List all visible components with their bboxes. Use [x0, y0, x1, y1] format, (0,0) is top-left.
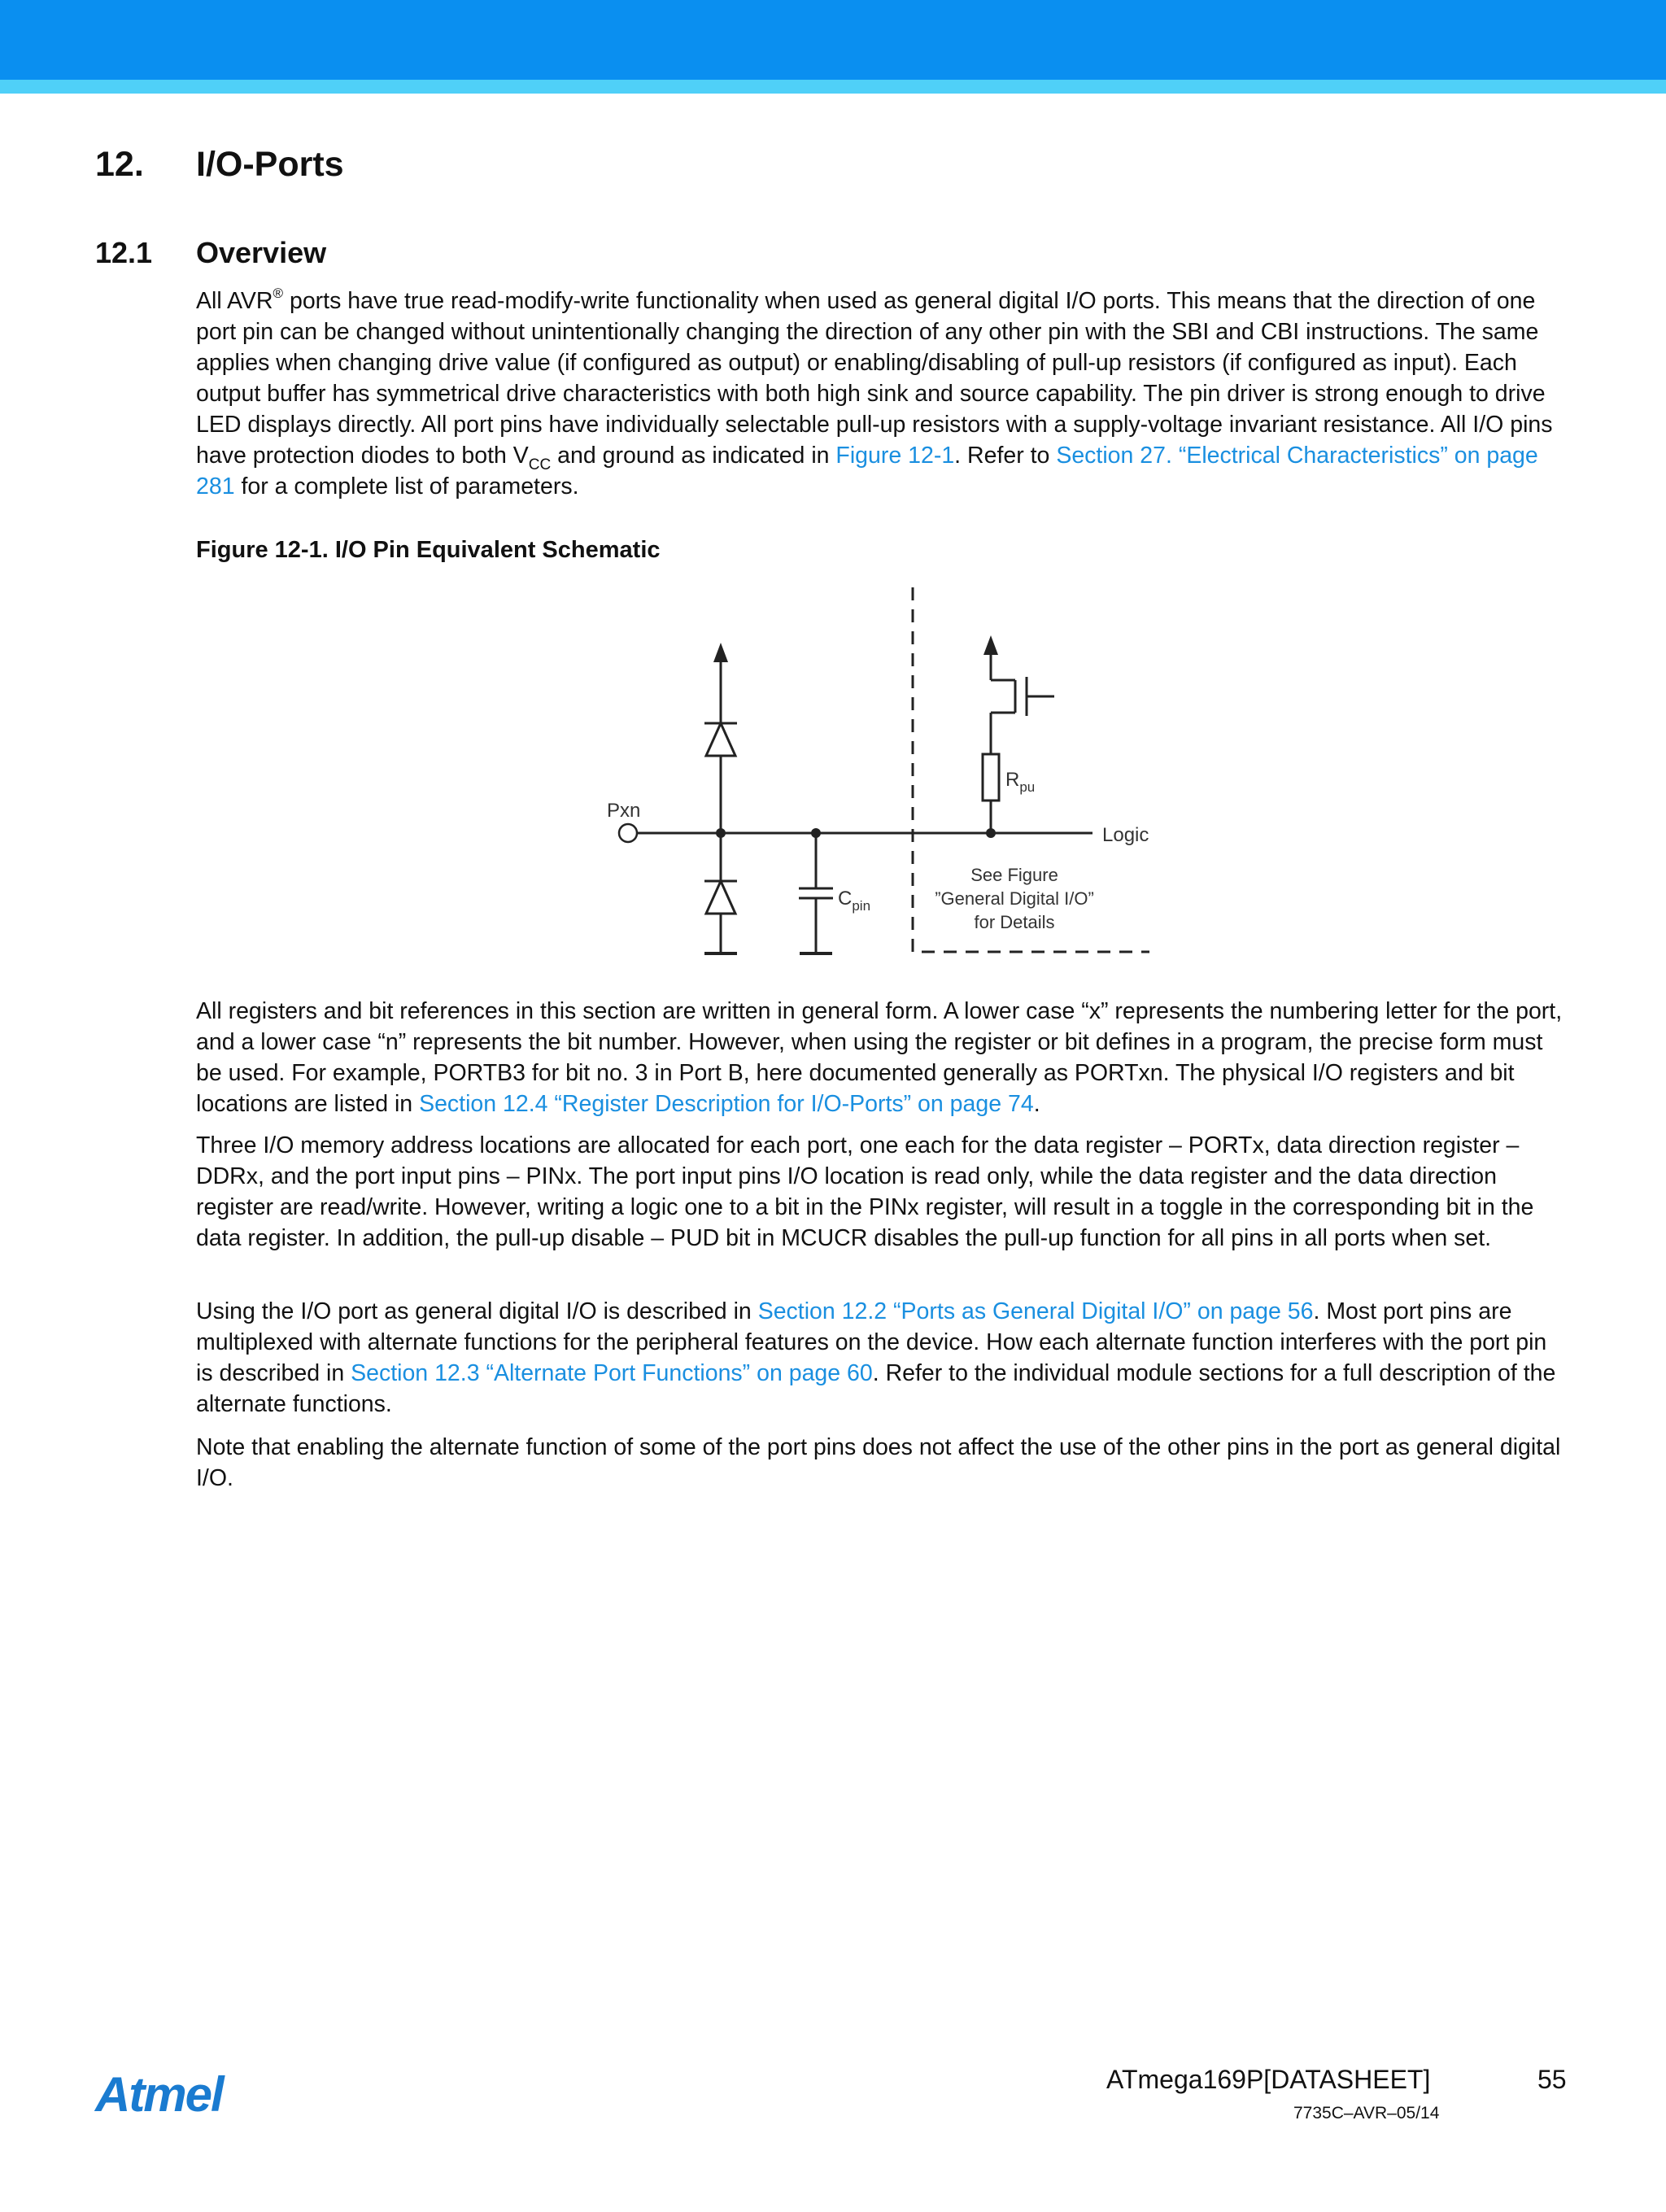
section-number: 12.1 [95, 236, 153, 269]
io-pin-schematic [0, 0, 1666, 976]
body-text: . Most port pins are multiplexed with alternate functions for the peripheral features on the device. How each alternate function interferes with the port pin is described in [196, 1298, 1547, 1386]
intro-text: and ground as indicated in [551, 443, 836, 469]
logic-label: Logic [1102, 824, 1149, 846]
details-note-line2: ”General Digital I/O” [935, 888, 1094, 909]
details-note-line3: for Details [974, 912, 1055, 932]
vcc-arrow-icon [983, 635, 998, 655]
atmel-logo: Atmel [95, 2067, 223, 2122]
register-description-link[interactable]: Section 12.4 “Register Description for I/O-Ports” on page 74 [419, 1091, 1034, 1117]
body-text: . Refer to the individual module sections for a full description of the alternate functions. [196, 1360, 1556, 1417]
details-note-line1: See Figure [970, 865, 1058, 885]
section-title: Overview [196, 236, 327, 269]
chapter-number: 12. [95, 145, 144, 184]
body-text: Using the I/O port as general digital I/O is described in [196, 1298, 758, 1324]
intro-text: ports have true read-modify-write functionality when used as general digital I/O ports. This means that the direction of one port pin can be changed without unintentionally changing the direction of any other pin with the SBI and CBI instructions. The same applies when changing drive value (if configured as output) or enabling/disabling of pull-up resistors (if configured as input). Each output buffer has symmetrical drive characteristics with both high sink and source capability. The pin driver is strong enough to drive LED displays directly. All port pins have individually selectable pull-up resistors with a supply-voltage invariant resistance. All I/O pins have protection diodes to both V [196, 288, 1553, 469]
figure-caption: Figure 12-1. I/O Pin Equivalent Schematic [196, 537, 661, 563]
lower-diode-icon [706, 881, 735, 914]
body-paragraph-4: Note that enabling the alternate function of some of the port pins does not affect the use of the other pins in the port as general digital I/O. [196, 1434, 1561, 1491]
electrical-characteristics-link[interactable]: Section 27. “Electrical Characteristics” on page 281 [196, 443, 1538, 500]
cpin-label: $C_{pin}$ [838, 888, 871, 914]
body-paragraph-2: Three I/O memory address locations are allocated for each port, one each for the data register – PORTx, data direction register – DDRx, and the port input pins – PINx. The port input pins I/O location is read only, while the data register and the data direction register are read/write. However, writing a logic one to a bit in the PINx register, will result in a toggle in the corresponding bit in the data register. In addition, the pull-up disable – PUD bit in MCUCR disables the pull-up function for all pins in all ports when set. [196, 1132, 1534, 1251]
upper-diode-icon [706, 723, 735, 756]
body-text: . [1033, 1091, 1040, 1117]
junction-dot [716, 828, 726, 838]
vcc-arrow-icon [713, 643, 728, 662]
footer-doc-title: ATmega169P[DATASHEET] [1106, 2065, 1431, 2094]
ports-general-digital-io-link[interactable]: Section 12.2 “Ports as General Digital I/O” on page 56 [757, 1298, 1314, 1324]
intro-text: . Refer to [954, 443, 1057, 469]
body-text: All registers and bit references in this section are written in general form. A lower case “x” represents the numbering letter for the port, and a lower case “n” represents the bit number. However, when using the register or bit defines in a program, the precise form must be used. For example, PORTB3 for bit no. 3 in Port B, here documented generally as PORTxn. The physical I/O registers and bit locations are listed in [196, 998, 1563, 1117]
junction-dot [986, 828, 996, 838]
intro-text: All AVR [196, 288, 273, 314]
resistor-icon [983, 754, 999, 801]
footer-doc-code: 7735C–AVR–05/14 [1293, 2104, 1440, 2123]
alternate-port-functions-link[interactable]: Section 12.3 “Alternate Port Functions” on page 60 [351, 1360, 873, 1386]
vcc-subscript: CC [528, 456, 552, 473]
footer-page-number: 55 [1537, 2065, 1567, 2094]
pxn-pad-icon [619, 824, 637, 842]
rpu-label: $R_{pu}$ [1005, 769, 1036, 795]
registered-mark: ® [273, 286, 284, 301]
body-paragraph-1 [196, 996, 1568, 1119]
body-paragraph-3 [196, 1296, 1568, 1420]
junction-dot [811, 828, 821, 838]
chapter-title: I/O-Ports [196, 145, 344, 184]
pxn-label: Pxn [607, 800, 641, 822]
intro-text: for a complete list of parameters. [234, 473, 579, 500]
figure-12-1-link[interactable]: Figure 12-1 [835, 443, 955, 469]
